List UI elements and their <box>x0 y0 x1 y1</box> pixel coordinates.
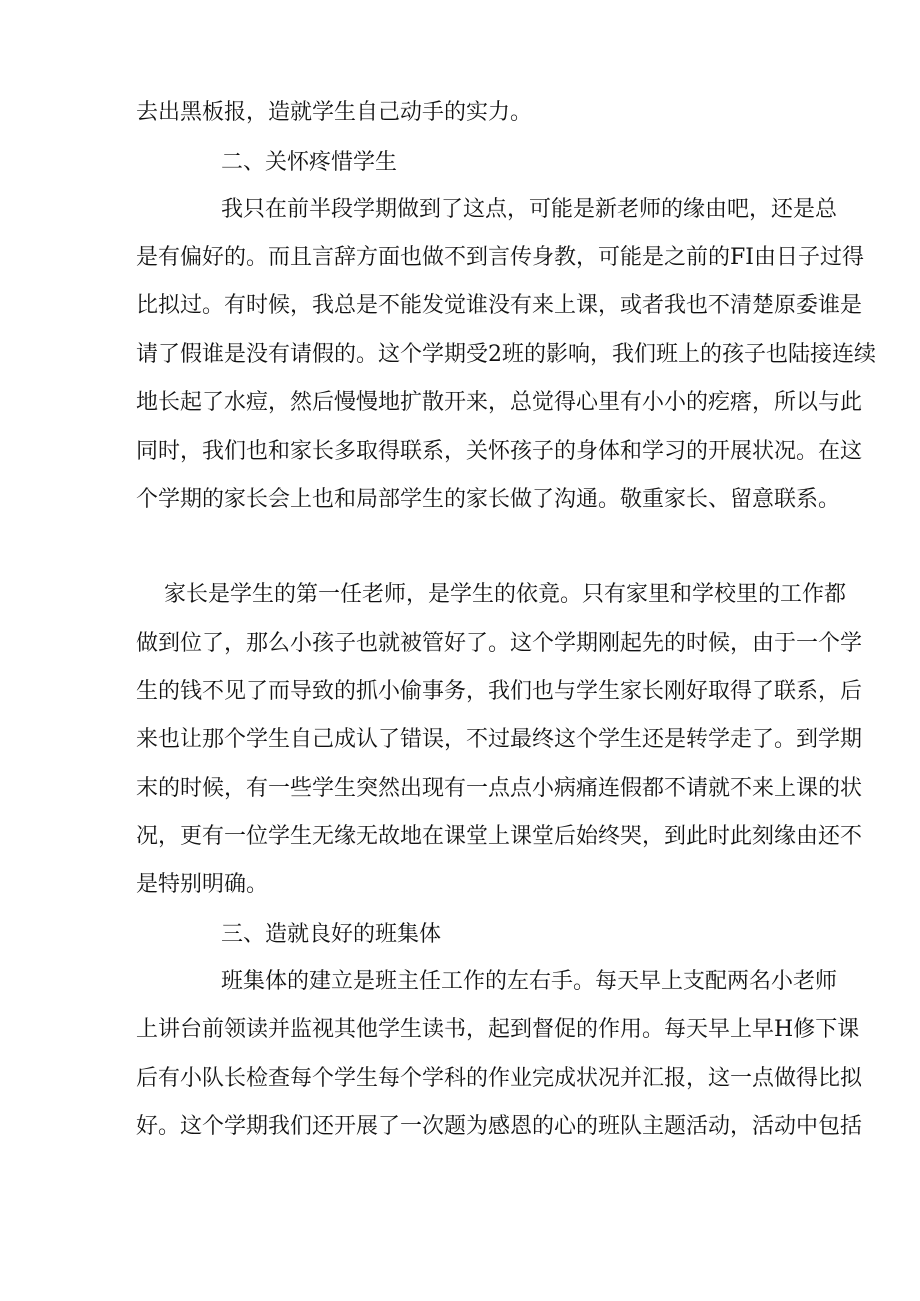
paragraph-line: 是有偏好的。而且言辞方面也做不到言传身教，可能是之前的FI由日子过得 <box>136 245 864 270</box>
paragraph-line: 末的时候，有一些学生突然出现有一点点小病痛连假都不请就不来上课的状 <box>136 776 863 801</box>
paragraph-line: 来也让那个学生自己成认了错误，不过最终这个学生还是转学走了。到学期 <box>136 727 863 752</box>
paragraph-line: 况，更有一位学生无缘无故地在课堂上课堂后始终哭，到此时此刻缘由还不 <box>136 824 863 849</box>
paragraph-line: 我只在前半段学期做到了这点，可能是新老师的缘由吧，还是总 <box>221 197 838 222</box>
paragraph-line: 做到位了，那么小孩子也就被管好了。这个学期刚起先的时候，由于一个学 <box>136 631 863 656</box>
paragraph-line: 请了假谁是没有请假的。这个学期受2班的影响，我们班上的孩子也陆接连续 <box>136 342 876 367</box>
paragraph-line: 去出黑板报，造就学生自己动手的实力。 <box>136 100 533 125</box>
paragraph-line: 家长是学生的第一任老师，是学生的依竟。只有家里和学校里的工作都 <box>164 582 847 607</box>
paragraph-line: 个学期的家长会上也和局部学生的家长做了沟通。敬重家长、留意联系。 <box>136 487 841 512</box>
paragraph-line: 比拟过。有时候，我总是不能发觉谁没有来上课，或者我也不清楚原委谁是 <box>136 293 863 318</box>
section-heading-2: 二、关怀疼惜学生 <box>221 150 398 175</box>
paragraph-line: 地长起了水痘，然后慢慢地扩散开来，总觉得心里有小小的疙瘩，所以与此 <box>136 390 863 415</box>
paragraph-line: 是特别明确。 <box>136 872 269 897</box>
paragraph-line: 同时，我们也和家长多取得联系，关怀孩子的身体和学习的开展状况。在这 <box>136 439 863 464</box>
paragraph-line: 班集体的建立是班主任工作的左右手。每天早上支配两名小老师 <box>221 969 838 994</box>
section-heading-3: 三、造就良好的班集体 <box>221 922 442 947</box>
paragraph-line: 好。这个学期我们还开展了一次题为感恩的心的班队主题活动，活动中包括 <box>136 1114 863 1139</box>
paragraph-line: 上讲台前领读并监视其他学生读书，起到督促的作用。每天早上早H修下课 <box>136 1017 860 1042</box>
paragraph-line: 生的钱不见了而导致的抓小偷事务，我们也与学生家长刚好取得了联系，后 <box>136 679 863 704</box>
paragraph-line: 后有小队长检查每个学生每个学科的作业完成状况并汇报，这一点做得比拟 <box>136 1066 863 1091</box>
